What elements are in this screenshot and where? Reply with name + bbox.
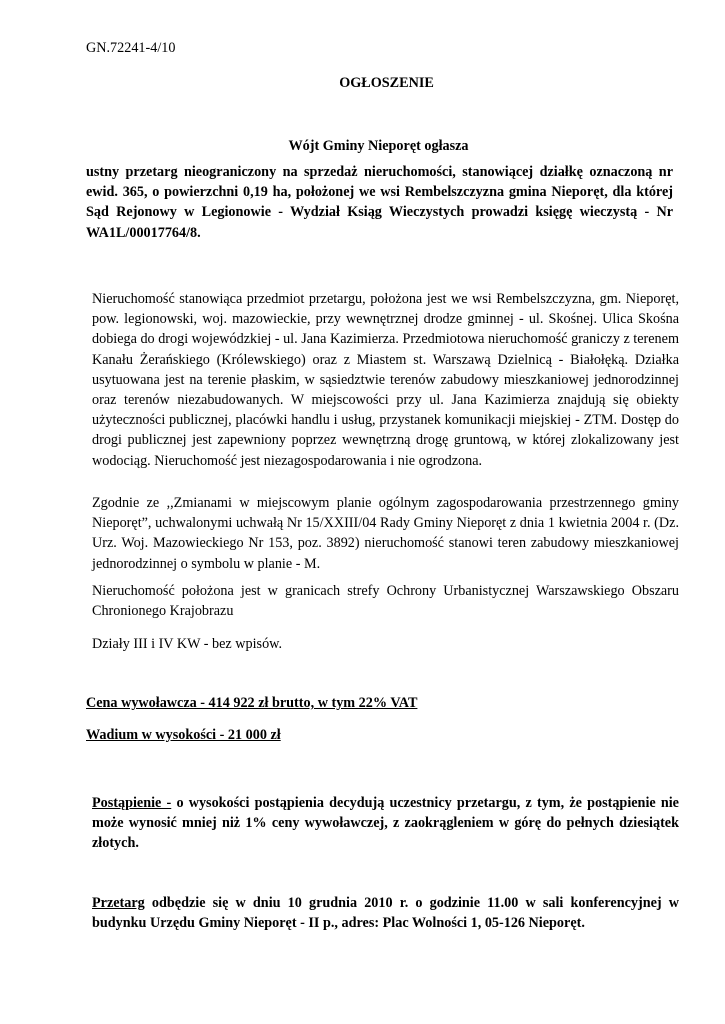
document-title: OGŁOSZENIE [339,75,434,91]
auction-date-paragraph [86,893,679,933]
bid-increment-text: o wysokości postąpienia decydują uczestnicy przetargu, z tym, że postąpienie nie może wynosić mniej niż 1% ceny wywoławczej, z zaokrągleniem w górę do pełnych dziesiątek złotych. [92,795,679,852]
starting-price: Cena wywoławcza - 414 922 zł brutto, w tym 22% VAT [86,695,418,711]
auction-date-text: odbędzie się w dniu 10 grudnia 2010 r. o godzinie 11.00 w sali konferencyjnej w budynku Urzędu Gminy Nieporęt - II p., adres: Plac Wolności 1, 05-126 Nieporęt. [92,895,679,932]
kw-sections-paragraph: Działy III i IV KW - bez wpisów. [92,636,283,652]
deposit-amount: Wadium w wysokości - 21 000 zł [86,727,281,743]
protection-paragraph: Nieruchomość położona jest w granicach strefy Ochrony Urbanistycznej Warszawskiego Obszaru Chronionego Krajobrazu [92,583,679,620]
description-paragraph: Nieruchomość stanowiąca przedmiot przetargu, położona jest we wsi Rembelszczyzna, gm. Nieporęt, pow. legionowski, woj. mazowieckie, przy wewnętrznej drodze gminnej - ul. Skośnej. Ulica Skośna dobiega do drogi wojewódzkiej - ul. Jana Kazimierza. Przedmiotowa nieruchomość graniczy z terenem Kanału Żerańskiego (Królewskiego) oraz z Miastem st. Warszawą Dzielnicą - Białołęką. Działka usytuowana jest na terenie płaskim, w sąsiedztwie terenów zabudowy mieszkaniowej jednorodzinnej oraz terenów niezabudowanych. W miejscowości przy ul. Jana Kazimierza znajdują się obiekty użyteczności publicznej, placówki handlu i usług, przystanek komunikacji miejskiej - ZTM. Dostęp do drogi publicznej jest zapewniony poprzez wewnętrzną drogę gruntową, w której zlokalizowany jest wodociąg. Nieruchomość jest niezagospodarowania i nie ogrodzona. [92,291,679,469]
zoning-paragraph: Zgodnie ze ,,Zmianami w miejscowym planie ogólnym zagospodarowania przestrzennego gminy Nieporęt”, uchwalonymi uchwałą Nr 15/XXIII/04 Rady Gminy Nieporęt z dnia 1 kwietnia 2004 r. (Dz. Urz. Woj. Mazowieckiego Nr 153, poz. 3892) nieruchomość stanowi teren zabudowy mieszkaniowej jednorodzinnej o symbolu w planie - M. [92,495,679,572]
reference-number: GN.72241-4/10 [86,40,176,56]
auction-date-label: Przetarg [92,895,145,911]
bid-increment-label: Postąpienie - [92,795,172,811]
bid-increment-paragraph [86,793,679,854]
intro-paragraph: ustny przetarg nieograniczony na sprzedaż nieruchomości, stanowiącej działkę oznaczoną nr ewid. 365, o powierzchni 0,19 ha, położonej we wsi Rembelszczyzna gmina Nieporęt, dla której Sąd Rejonowy w Legionowie - Wydział Ksiąg Wieczystych prowadzi księgę wieczystą - Nr WA1L/00017764/8. [86,164,673,241]
document-subtitle: Wójt Gminy Nieporęt ogłasza [288,138,469,154]
